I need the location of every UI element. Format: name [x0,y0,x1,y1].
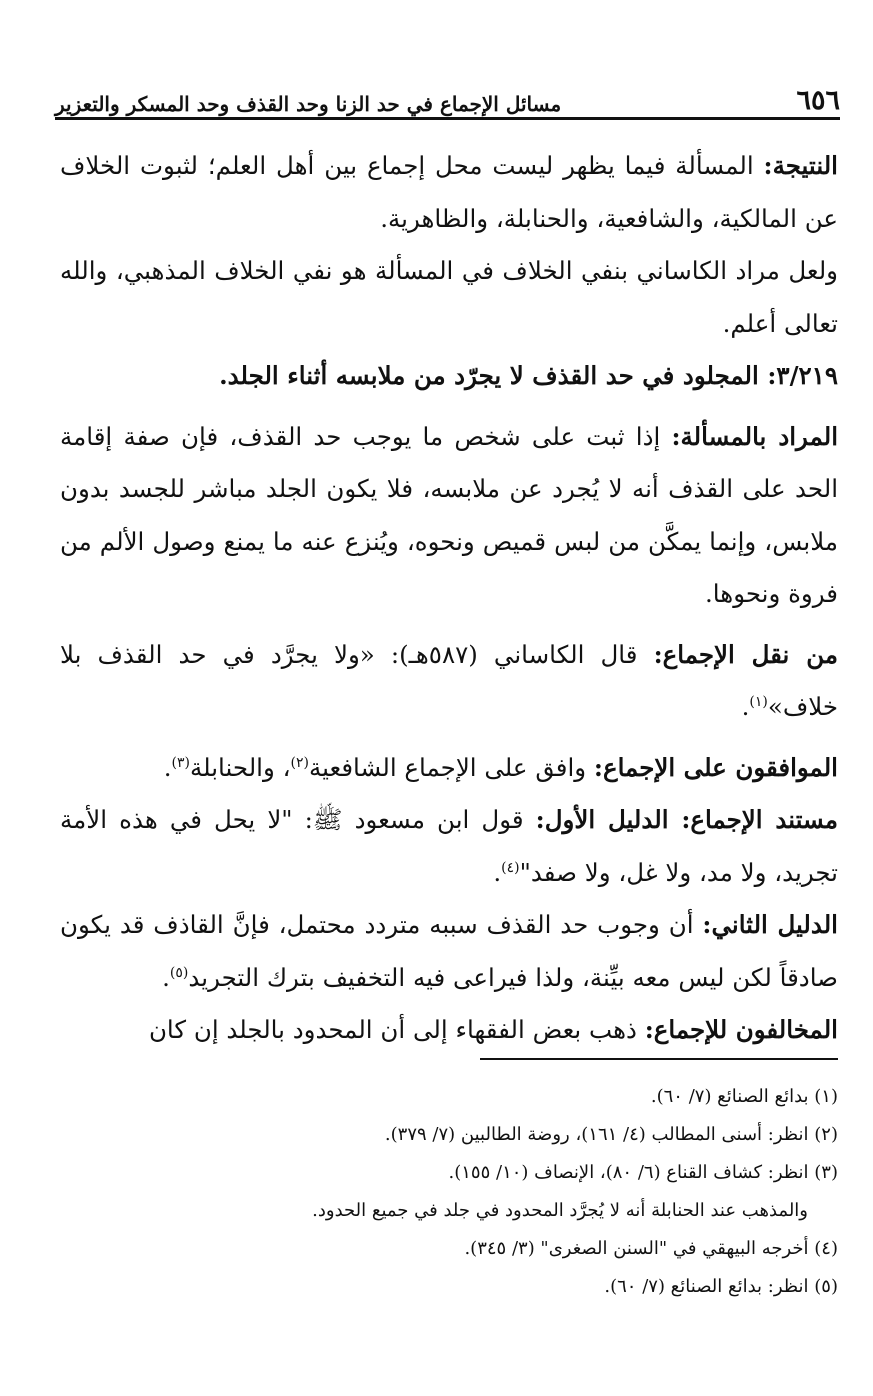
paragraph-result [60,140,838,245]
paragraph-kasani-intent [60,245,838,350]
footnote-ref: (٤) [501,859,520,876]
paragraph-tail: . [493,857,502,887]
footnote: (٣) انظر: كشاف القناع (٦/ ٨٠)، الإنصاف (١٠/ ١٥٥). [448,1162,838,1183]
running-header [55,62,840,114]
paragraph-meaning [60,411,838,621]
paragraph-text: قال الكاساني (٥٨٧هـ): «ولا يجرَّد في حد القذف بلا خلاف» [60,639,838,721]
paragraph-opposing [60,1004,838,1057]
header-rule [55,117,840,120]
page-header-area [55,62,840,114]
paragraph-text: ، والحنابلة [189,752,291,782]
paragraph-tail: . [741,692,750,721]
paragraph-text: وافق على الإجماع الشافعية [308,752,594,782]
footnote: (٢) انظر: أسنى المطالب (٤/ ١٦١)، روضة الطالبين (٧/ ٣٧٩). [384,1124,838,1145]
paragraph-text: المسألة فيما يظهر ليست محل إجماع بين أهل العلم؛ لثبوت الخلاف عن المالكية، والشافعية، والحنابلة، والظاهرية. [60,151,838,233]
paragraph-lead: مستند الإجماع: الدليل الأول: [535,805,839,834]
paragraph-text: قول ابن مسعود ﷺ: "لا يحل في هذه الأمة تجريد، ولا مد، ولا غل، ولا صفد" [60,805,838,887]
paragraph-transmitters [60,629,838,734]
paragraph-tail: . [162,962,170,992]
footnote-continuation: والمذهب عند الحنابلة أنه لا يُجرَّد المحدود في جلد في جميع الحدود. [312,1200,808,1221]
paragraph-text: إذا ثبت على شخص ما يوجب حد القذف، فإن صفة إقامة الحد على القذف أنه لا يُجرد عن ملابسه، فلا يكون الجلد مباشر للجسد بدون ملابس، وإنما يمكَّن من لبس قميص ونحوه، ويُنزع عنه ما يمنع وصول الألم من فروة ونحوها. [60,421,838,608]
paragraph-evidence-2 [60,899,838,1004]
page-number: ٦٥٦ [796,85,840,116]
footnote-ref: (١) [749,693,768,710]
paragraph-lead: الدليل الثاني: [702,910,838,939]
paragraph-agreeing [60,742,838,795]
paragraph-lead: الموافقون على الإجماع: [593,752,838,782]
footnote-separator [480,1058,838,1060]
paragraph-tail: . [163,752,172,782]
paragraph-text: ولعل مراد الكاساني بنفي الخلاف في المسألة هو نفي الخلاف المذهبي، والله تعالى أعلم. [60,256,838,338]
paragraph-text: أن وجوب حد القذف سببه متردد محتمل، فإنَّ القاذف قد يكون صادقاً لكن ليس معه بيِّنة، ولذا فيراعى فيه التخفيف بترك التجريد [60,910,838,992]
footnote-ref: (٣) [171,754,190,771]
footnote: (٤) أخرجه البيهقي في "السنن الصغرى" (٣/ ٣٤٥). [464,1238,838,1259]
paragraph-lead: المراد بالمسألة: [671,421,839,451]
paragraph-lead: المخالفون للإجماع: [644,1015,838,1044]
main-text [60,140,838,1057]
footnote: (٥) انظر: بدائع الصنائع (٧/ ٦٠). [604,1276,838,1297]
footnote-ref: (٥) [169,964,189,981]
footnote: (١) بدائع الصنائع (٧/ ٦٠). [650,1086,838,1107]
paragraph-evidence-1 [60,794,838,899]
footnotes [60,1078,838,1306]
section-heading: ٣/٢١٩: المجلود في حد القذف لا يجرّد من ملابسه أثناء الجلد. [219,361,838,390]
paragraph-text: ذهب بعض الفقهاء إلى أن المحدود بالجلد إن كان [148,1015,645,1044]
paragraph-lead: من نقل الإجماع: [653,639,838,669]
footnote-ref: (٢) [290,754,309,771]
paragraph-lead: النتيجة: [763,151,838,180]
running-title: مسائل الإجماع في حد الزنا وحد القذف وحد المسكر والتعزير [55,92,562,116]
